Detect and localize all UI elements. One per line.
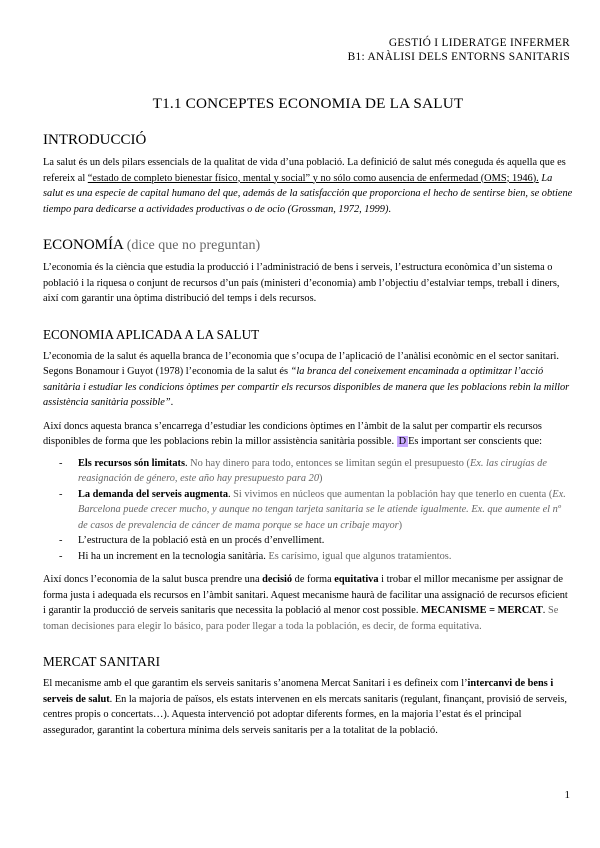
heading-economia-aplicada: ECONOMIA APLICADA A LA SALUT xyxy=(43,326,260,342)
document-body xyxy=(43,95,573,738)
intro-paragraph: La salut és un dels pilars essencials de la qualitat de vida d’una població. La definició de salut més coneguda és aquella que es refereix al “estado de completo bienestar físico, mental y social” y no sólo como ausencia de enfermedad (OMS; 1946). La salut es una especie de capital humano del que, además de la satisfacción que proporciona el hecho de sentirse bien, se obtiene tiempo para dedicarse a actividades productivas o de ocio (Grossman, 1972, 1999). xyxy=(43,157,573,215)
mercat-paragraph: El mecanisme amb el que garantim els serveis sanitaris s’anomena Mercat Sanitari i es defineix com l’intercanvi de bens i serveis de salut. En la majoria de països, els estats intervenen en els mercats sanitaris (regulant, finançant, provisió de serveis, centres propis o concertats…). Aquesta intervenció pot adoptar diferents formes, en la majoria l’estat és el principal assegurador, garantint la cobertura mínima dels serveis sanitaris per a la totalitat de la població. xyxy=(43,678,567,736)
list-item: - Hi ha un increment en la tecnologia sanitària. Es carísimo, igual que algunos tratamientos. xyxy=(43,549,573,565)
highlight-mark: D xyxy=(398,436,407,447)
list-item: - Els recursos són limitats. No hay dinero para todo, entonces se limitan según el presupuesto (Ex. las cirugías de reasignación de género, este año hay presupuesto para 20) xyxy=(43,456,573,487)
document-title: T1.1 CONCEPTES ECONOMIA DE LA SALUT xyxy=(152,95,464,112)
aplicada-paragraph-1: L’economia de la salut és aquella branca de l’economia que s’ocupa de l’aplicació de l’anàlisi econòmic en el sector sanitari. Segons Bonamour i Guyot (1978) l’economia de la salut és “la branca del coneixement encaminada a optimitzar l’acció sanitària i estudiar les condicions òptimes per compartir els recursos disponibles de manera que les poblacions rebin la millor assistència sanitària possible”. xyxy=(43,350,570,408)
heading-aside-note: (dice que no preguntan) xyxy=(126,238,261,253)
economia-paragraph: L’economia és la ciència que estudia la producció i l’administració de bens i serveis, l’estructura econòmica d’un sistema o població i la riquesa o conjunt de recursos d’un país (ministeri d’economia) amb l’objectiu d’estalviar temps, treball i diners, així com garantir una òptima distribució del temps i dels recursos. xyxy=(43,262,560,304)
aplicada-paragraph-3: Així doncs l’economia de la salut busca prendre una decisió de forma equitativa i trobar el millor mecanisme per assignar de forma justa i adequada els recursos en l’àmbit sanitari. Aquest mecanisme haurà de facilitar una assignació de recursos eficient i garantir la producció de serveis sanitaris que necessita la població al menor cost possible. MECANISME = MERCAT. Se toman decisiones para elegir lo básico, para poder llegar a toda la población, es decir, de forma equitativa. xyxy=(43,574,568,632)
heading-economia: ECONOMÍA (dice que no preguntan) xyxy=(43,237,261,253)
page-header xyxy=(348,36,570,64)
heading-mercat-sanitari: MERCAT SANITARI xyxy=(43,654,161,669)
header-course: GESTIÓ I LIDERATGE INFERMER xyxy=(388,37,570,49)
bullet-list xyxy=(43,456,573,565)
header-block: B1: ANÀLISI DELS ENTORNS SANITARIS xyxy=(347,51,570,63)
list-item: - L’estructura de la població està en un procés d’envelliment. xyxy=(43,533,573,549)
list-item: - La demanda del serveis augmenta. Si vivimos en núcleos que aumentan la población hay que tenerlo en cuenta (Ex. Barcelona puede crecer mucho, y aunque no tengan tarjeta sanitaria se le atiende igualmente. Ex. que aumente el nº de casos de prevalencia de cáncer de mama porque se hace un cribaje mayor) xyxy=(43,487,573,534)
page-number: 1 xyxy=(564,789,570,801)
aplicada-paragraph-2: Així doncs aquesta branca s’encarrega d’estudiar les condicions òptimes en l’àmbit de la salut per compartir els recursos disponibles de forma que les poblacions rebin la millor assistència sanitària possible. D Es important ser conscients que: xyxy=(43,420,542,447)
heading-introduccio: INTRODUCCIÓ xyxy=(43,132,147,148)
